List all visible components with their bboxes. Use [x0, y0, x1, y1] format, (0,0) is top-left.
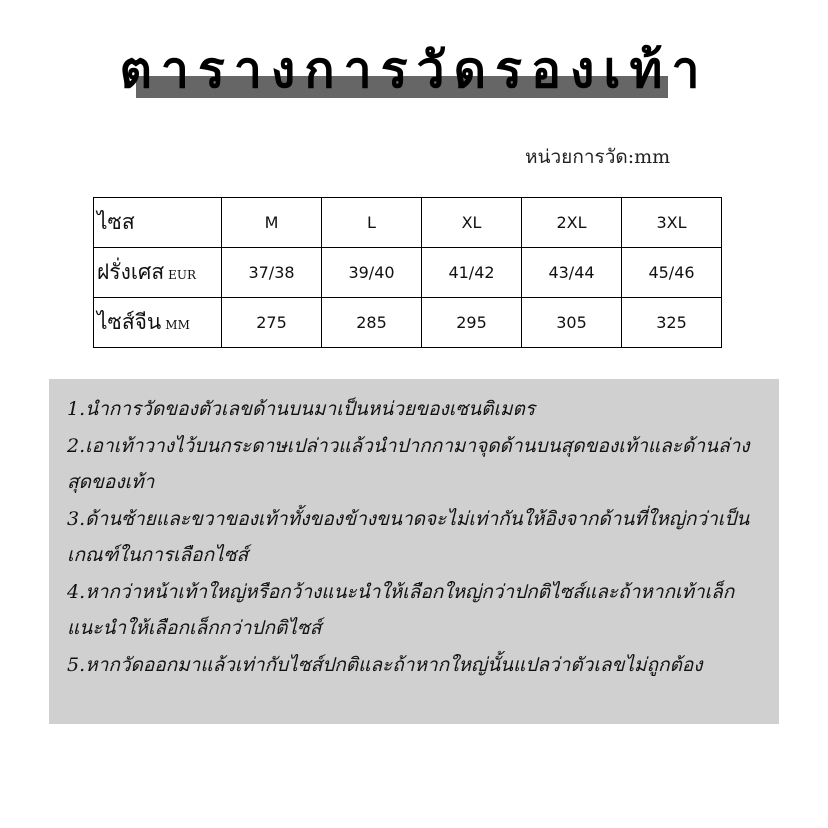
row-unit: MM	[165, 318, 190, 332]
table-cell: 295	[422, 298, 522, 348]
size-header-cell: 3XL	[622, 198, 722, 248]
table-cell: 325	[622, 298, 722, 348]
table-cell: 275	[222, 298, 322, 348]
table-row	[94, 298, 722, 348]
title-area	[0, 40, 828, 110]
page-title: ตารางการวัดรองเท้า	[119, 41, 709, 99]
row-label-cell	[94, 298, 222, 348]
measurement-notes	[49, 379, 779, 724]
size-header-cell: 2XL	[522, 198, 622, 248]
table-row	[94, 248, 722, 298]
row-label-cell	[94, 248, 222, 298]
table-header-row	[94, 198, 722, 248]
size-header-cell: XL	[422, 198, 522, 248]
table-cell: 43/44	[522, 248, 622, 298]
table-cell: 285	[322, 298, 422, 348]
table-cell: 305	[522, 298, 622, 348]
note-item: 3.ด้านซ้ายและขวาของเท้าทั้งของข้างขนาดจะไม่เท่ากันให้อิงจากด้านที่ใหญ่กว่าเป็นเกณฑ์ในการเลือกไซส์	[67, 507, 750, 566]
table-cell: 37/38	[222, 248, 322, 298]
note-item: 4.หากว่าหน้าเท้าใหญ่หรือกว้างแนะนำให้เลือกใหญ่กว่าปกติไซส์และถ้าหากเท้าเล็กแนะนำให้เลือกเล็กกว่าปกติไซส์	[67, 580, 735, 639]
note-item: 2.เอาเท้าวางไว้บนกระดาษเปล่าวแล้วนำปากกามาจุดด้านบนสุดของเท้าและด้านล่างสุดของเท้า	[67, 434, 750, 493]
size-header-cell: M	[222, 198, 322, 248]
table-cell: 41/42	[422, 248, 522, 298]
row-unit: EUR	[168, 268, 197, 282]
size-table	[93, 197, 722, 348]
note-item: 5.หากวัดออกมาแล้วเท่ากับไซส์ปกติและถ้าหากใหญ่นั้นแปลว่าตัวเลขไม่ถูกต้อง	[67, 653, 703, 676]
row-label: ไซส์จีน	[97, 310, 162, 334]
size-header-cell: L	[322, 198, 422, 248]
note-item: 1.นำการวัดของตัวเลขด้านบนมาเป็นหน่วยของเซนติเมตร	[67, 398, 536, 420]
table-cell: 45/46	[622, 248, 722, 298]
unit-label: หน่วยการวัด:mm	[525, 146, 671, 168]
row-label: ฝรั่งเศส	[97, 260, 165, 284]
table-cell: 39/40	[322, 248, 422, 298]
header-label-cell: ไซส	[94, 198, 222, 248]
